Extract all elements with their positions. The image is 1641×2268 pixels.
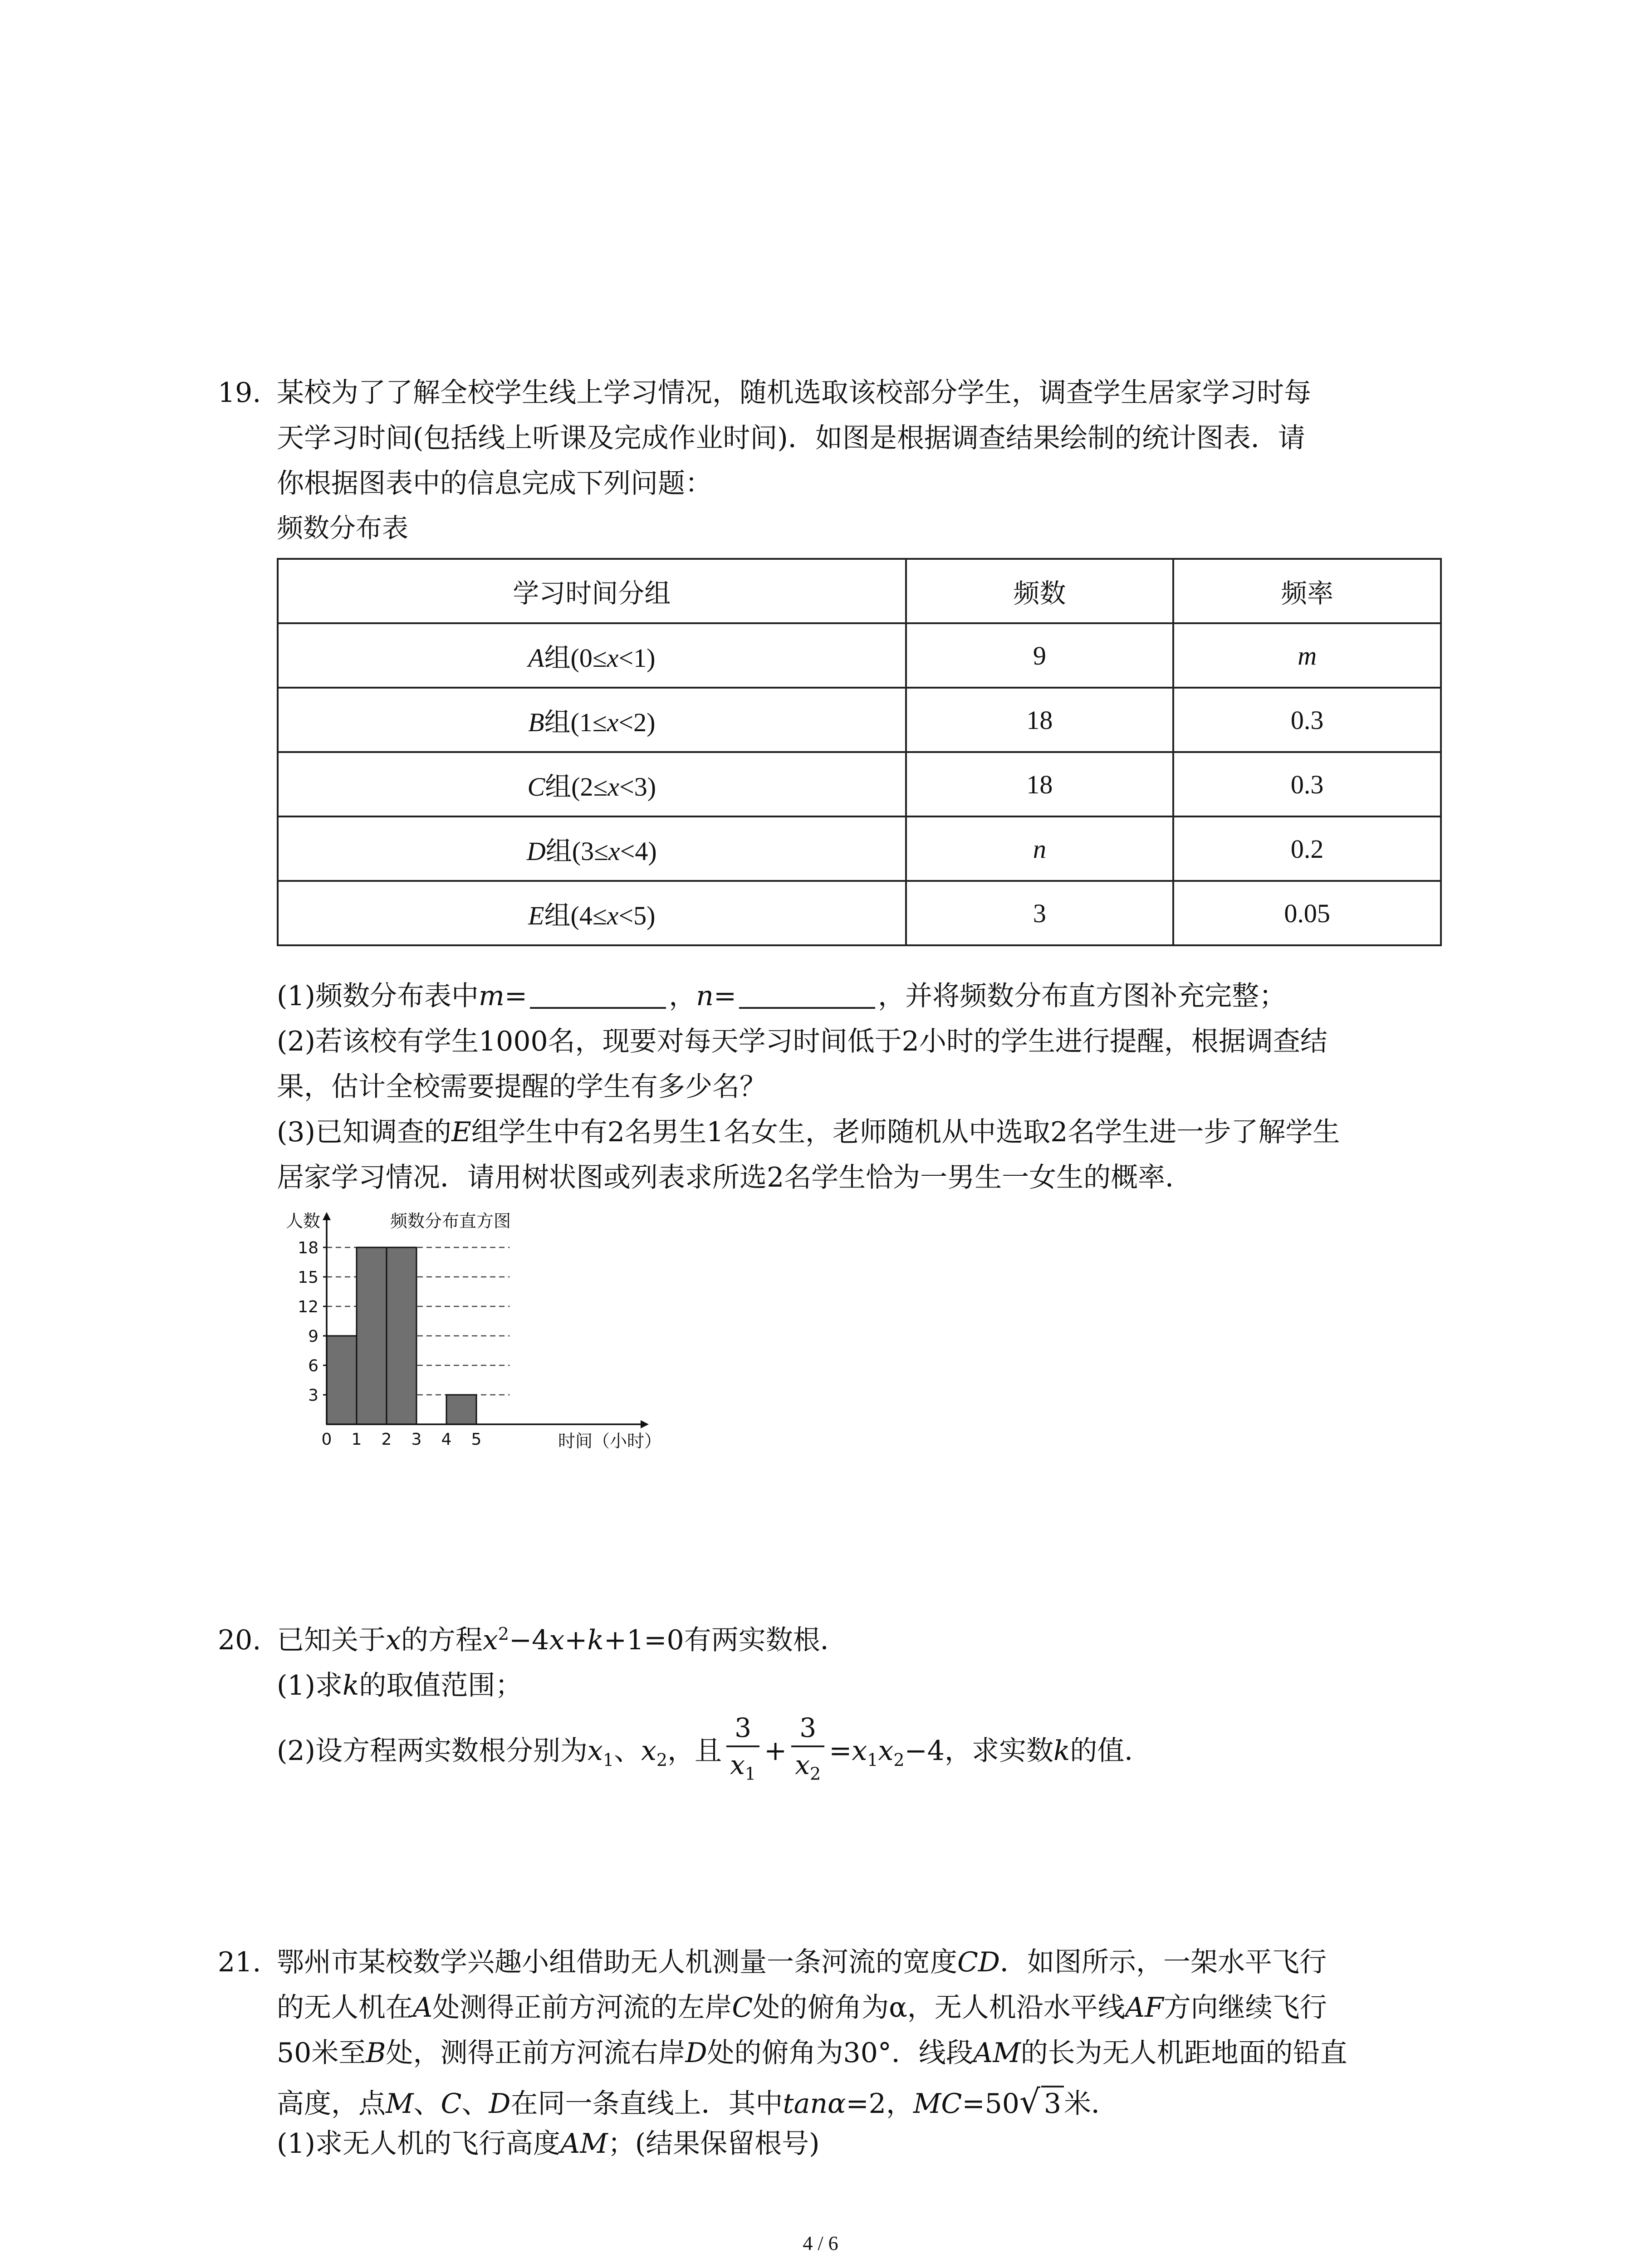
q21-l3-c: 处的俯角为30°．线段 [707,2037,973,2069]
q20-sub2-d: −4，求实数 [904,1735,1053,1767]
table-caption: 频数分布表 [277,513,409,543]
group-range-end: <4) [620,836,657,866]
frac2-den [791,1749,824,1784]
q21-l2-d: 方向继续飞行 [1163,1992,1327,2024]
freq-cell: 3 [906,881,1174,945]
group-var: x [607,772,620,802]
q19-line2: 天学习时间(包括线上听课及完成作业时间)．如图是根据调查结果绘制的统计图表．请 [277,422,1305,454]
group-letter: A [528,643,544,673]
frac1-den [726,1749,759,1784]
group-cell [278,752,906,816]
y-tick-label: 15 [298,1268,318,1287]
q20-sub2-x2bs: 2 [893,1750,905,1770]
q21-l3-D: D [685,2037,707,2069]
rate-cell: m [1173,623,1441,688]
q21-l4-C: C [441,2088,462,2120]
q20-sub1-k: k [343,1670,359,1701]
fraction-3-over-x1 [726,1712,759,1784]
q21-l1-CD: CD [957,1946,1000,1978]
q19-sub3-line1 [277,1116,1340,1149]
q20-k: k [587,1624,604,1656]
q21-l3-a: 50米至 [277,2037,366,2069]
group-letter: C [527,772,545,802]
q21-l4-c: =2， [846,2088,913,2120]
y-axis-arrow [323,1212,331,1220]
q20-plus: + [764,1735,787,1767]
q21-l4-alpha: α [828,2088,846,2120]
frac1-bar [726,1745,759,1747]
q20-sup: 2 [498,1624,509,1644]
q20-sub1-a: (1)求 [277,1670,343,1701]
freq-cell: 18 [906,752,1174,816]
q20-sub1 [277,1669,522,1702]
q21-sub1-AM: AM [560,2128,608,2160]
q19-line1: 某校为了了解全校学生线上学习情况，随机选取该校部分学生，调查学生居家学习时每 [277,377,1311,409]
q21-number: 21. [218,1946,261,1978]
y-tick-label: 6 [308,1357,318,1375]
rate-cell: 0.2 [1173,816,1441,881]
q21-l4-d: =50 [962,2088,1019,2120]
x-tick-label: 3 [411,1430,422,1449]
q21-sub1-b: ；(结果保留根号) [607,2128,820,2160]
frac1-den-s: 1 [745,1764,756,1784]
q20-sub2-sep: 、 [614,1735,642,1767]
q20-sub2-x1s: 1 [603,1750,614,1770]
table-row [278,881,1441,945]
freq-cell: 9 [906,623,1174,688]
q21-l3-b: 处，测得正前方河流右岸 [386,2037,686,2069]
group-var: x [607,643,619,673]
group-range-end: <3) [619,772,656,802]
rate-cell: 0.3 [1173,752,1441,816]
table-row [278,688,1441,752]
answer-blank-n[interactable] [739,1007,875,1009]
q20-sub2 [277,1710,1151,1792]
x-tick-label: 2 [381,1430,392,1449]
table-header-row [278,559,1441,623]
sub1-eq1: = [504,980,528,1012]
q20-x3: x [549,1624,565,1656]
frac2-bar [791,1745,824,1747]
q20-line1 [277,1624,847,1657]
sub3-E: E [451,1116,471,1148]
y-tick-label: 9 [308,1327,318,1346]
rate-cell: 0.3 [1173,688,1441,752]
group-range-start: 组(2≤ [545,772,608,802]
table-row [278,816,1441,881]
q20-a: 已知关于 [277,1624,386,1656]
q19-sub3-line2: 居家学习情况．请用树状图或列表求所选2名学生恰为一男生一女生的概率． [277,1162,1193,1193]
q19-sub2-line2: 果，估计全校需要提醒的学生有多少名？ [277,1071,767,1103]
q21-line2 [277,1991,1327,2024]
q21-l3-AM: AM [973,2037,1021,2069]
rate-cell: 0.05 [1173,881,1441,945]
q21-l2-a: 的无人机在 [277,1992,413,2024]
group-range-end: <1) [618,643,656,673]
freq-cell: n [906,816,1174,881]
q20-c: −4 [509,1624,549,1656]
q21-l4-sep1: 、 [413,2088,441,2120]
group-range-end: <5) [618,901,656,930]
q21-l4-tan: tan [783,2088,828,2120]
q20-b: 的方程 [401,1624,483,1656]
y-tick-label: 18 [298,1239,318,1257]
answer-blank-m[interactable] [530,1007,666,1009]
q21-l2-c: 处的俯角为α，无人机沿水平线 [753,1992,1125,2024]
x-tick-label: 5 [471,1430,482,1449]
x-tick-label: 1 [351,1430,362,1449]
group-var: x [607,901,619,930]
histogram-chart [272,1207,703,1461]
q20-x: x [386,1624,401,1656]
chart-title: 频数分布直方图 [390,1211,511,1231]
sub1-eq2: = [713,980,737,1012]
q21-l4-sep2: 、 [461,2088,489,2120]
q21-l4-D: D [489,2088,511,2120]
q20-sub1-b: 的取值范围； [359,1670,523,1701]
y-tick-label: 3 [308,1386,318,1405]
table-header-frequency: 频数 [906,559,1174,623]
q20-x2: x [482,1624,498,1656]
sub1-n: n [696,980,714,1012]
q20-number: 20. [218,1624,261,1656]
q20-sub2-x1bs: 1 [867,1750,878,1770]
sub3-b: 组学生中有2名男生1名女生，老师随机从中选取2名学生进一步了解学生 [471,1116,1340,1148]
x-axis-label: 时间（小时） [558,1431,662,1451]
group-cell [278,816,906,881]
q20-sub2-k: k [1053,1735,1070,1767]
freq-cell: 18 [906,688,1174,752]
q21-l1-a: 鄂州市某校数学兴趣小组借助无人机测量一条河流的宽度 [277,1946,957,1978]
q21-line3 [277,2037,1347,2069]
group-letter: B [528,708,544,737]
group-letter: E [528,901,544,930]
q21-l2-C: C [732,1992,753,2024]
sub1-comma: ， [669,980,696,1012]
table-row [278,623,1441,688]
sub1-m: m [479,980,505,1012]
q21-l1-b: ．如图所示，一架水平飞行 [1000,1946,1327,1978]
histogram-bar [327,1336,357,1424]
group-letter: D [526,836,546,866]
group-range-start: 组(4≤ [544,901,607,930]
q21-l4-M: M [386,2088,414,2120]
q21-l3-d: 的长为无人机距地面的铅直 [1020,2037,1347,2069]
histogram-bar [446,1395,476,1424]
q19-line3: 你根据图表中的信息完成下列问题： [277,468,712,499]
q20-sub2-x2s: 2 [656,1750,668,1770]
frac2-num: 3 [799,1712,817,1743]
q20-sub2-x1b: x [852,1735,867,1767]
frequency-table [277,558,1442,934]
page-number: 4 / 6 [803,2232,838,2254]
sub1-prefix: (1)频数分布表中 [277,980,479,1012]
frac1-num: 3 [735,1712,751,1743]
q21-sub1-a: (1)求无人机的飞行高度 [277,2128,560,2160]
q20-sub2-x2b: x [878,1735,894,1767]
group-range-start: 组(1≤ [544,708,607,737]
frac1-den-x: x [730,1749,745,1780]
q21-l2-AF: AF [1125,1992,1164,2024]
x-tick-label: 0 [321,1430,332,1449]
q19-sub2-line1: (2)若该校有学生1000名，现要对每天学习时间低于2小时的学生进行提醒，根据调查结 [277,1026,1327,1057]
sub3-a: (3)已知调查的 [277,1116,451,1148]
q21-l4-MC: MC [913,2088,962,2120]
q21-l4-e: 米． [1064,2088,1119,2120]
q21-l3-B: B [366,2037,386,2069]
sqrt-sign: √ [1019,2082,1040,2121]
q20-d: + [564,1624,588,1656]
table-header-rate: 频率 [1173,559,1441,623]
y-axis-label: 人数 [286,1211,321,1231]
x-axis-arrow [641,1420,649,1428]
group-range-end: <2) [618,708,656,737]
sqrt-radicand: 3 [1041,2086,1064,2120]
histogram-bar [357,1247,387,1424]
group-range-start: 组(3≤ [545,836,608,866]
q21-line4 [277,2082,1118,2121]
frac2-den-x: x [795,1749,810,1780]
table-header-group: 学习时间分组 [278,559,906,623]
sub1-suffix: ，并将频数分布直方图补充完整； [878,980,1287,1012]
group-var: x [607,708,619,737]
q20-sub2-a: (2)设方程两实数根分别为 [277,1735,588,1767]
group-range-start: 组(0≤ [544,643,607,673]
q20-e: +1=0有两实数根． [603,1624,847,1656]
x-tick-label: 4 [441,1430,452,1449]
group-cell [278,688,906,752]
q21-line1 [277,1946,1327,1979]
q21-l4-a: 高度，点 [277,2088,386,2120]
fraction-3-over-x2 [791,1712,824,1784]
q20-sub2-b: ，且 [667,1735,722,1767]
y-tick-label: 12 [298,1298,318,1316]
group-cell [278,623,906,688]
q20-sub2-x2: x [641,1735,656,1767]
group-cell [278,881,906,945]
group-var: x [608,836,620,866]
frac2-den-s: 2 [809,1764,821,1784]
q20-sub2-e: 的值． [1070,1735,1152,1767]
q21-sub1 [277,2127,820,2160]
q20-sub2-x1: x [588,1735,603,1767]
q19-number: 19. [218,377,261,409]
q21-l2-A: A [413,1992,433,2024]
q19-sub1 [277,980,1286,1012]
q21-l2-b: 处测得正前方河流的左岸 [432,1992,732,2024]
q21-l4-b: 在同一条直线上．其中 [510,2088,783,2120]
q20-sub2-c: = [829,1735,852,1767]
table-row [278,752,1441,816]
histogram-bar [387,1247,416,1424]
